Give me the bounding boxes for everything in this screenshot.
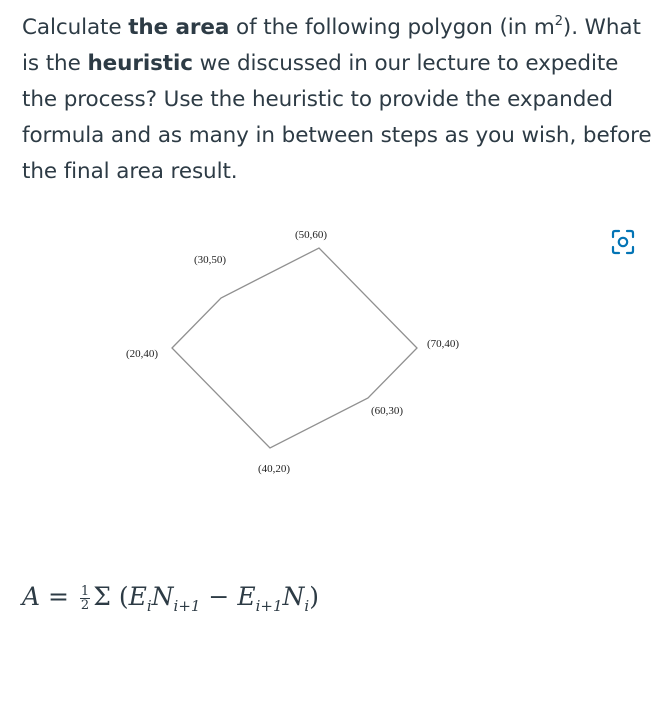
formula-minus: − bbox=[208, 582, 230, 611]
emphasis-heuristic: heuristic bbox=[87, 51, 193, 76]
superscript: 2 bbox=[554, 14, 563, 29]
vertex-label: (50,60) bbox=[294, 229, 328, 241]
question-part: ). What is the bbox=[22, 15, 641, 76]
vertex-label: (20,40) bbox=[125, 348, 159, 360]
formula-paren-open: ( bbox=[118, 582, 129, 611]
polygon-outline bbox=[172, 248, 417, 448]
formula-area-symbol: A bbox=[22, 582, 41, 611]
polygon-figure bbox=[0, 229, 667, 490]
formula-northing: N bbox=[151, 582, 174, 611]
formula-sigma: Σ bbox=[93, 582, 111, 611]
vertex-label: (40,20) bbox=[257, 463, 291, 475]
formula-easting: E bbox=[128, 582, 147, 611]
vertex-label: (70,40) bbox=[426, 338, 460, 350]
formula-subscript: i+1 bbox=[255, 597, 283, 615]
question-part: Calculate bbox=[22, 15, 129, 40]
formula-subscript: i bbox=[304, 597, 310, 615]
formula-paren-close: ) bbox=[309, 582, 319, 611]
question-part: we discussed in our lecture to expedite the process? Use the heuristic to provide the expanded formula and as many in between steps as you wish, before the final area result. bbox=[22, 51, 652, 184]
vertex-label: (60,30) bbox=[370, 405, 404, 417]
fraction-denominator: 2 bbox=[80, 598, 90, 613]
emphasis-area: the area bbox=[128, 15, 230, 40]
formula-subscript: i+1 bbox=[173, 597, 201, 615]
area-formula bbox=[22, 582, 319, 615]
question-part: of the following polygon (in m bbox=[229, 15, 555, 40]
formula-subscript: i bbox=[146, 597, 152, 615]
formula-half bbox=[80, 585, 90, 612]
fraction-numerator: 1 bbox=[80, 584, 90, 599]
question-text bbox=[22, 10, 657, 190]
scan-focus-button[interactable] bbox=[607, 226, 639, 258]
formula-northing: N bbox=[282, 582, 305, 611]
formula-equals: = bbox=[48, 582, 69, 611]
vertex-label: (30,50) bbox=[193, 254, 227, 266]
formula-easting: E bbox=[237, 582, 256, 611]
scan-focus-icon bbox=[607, 226, 639, 258]
